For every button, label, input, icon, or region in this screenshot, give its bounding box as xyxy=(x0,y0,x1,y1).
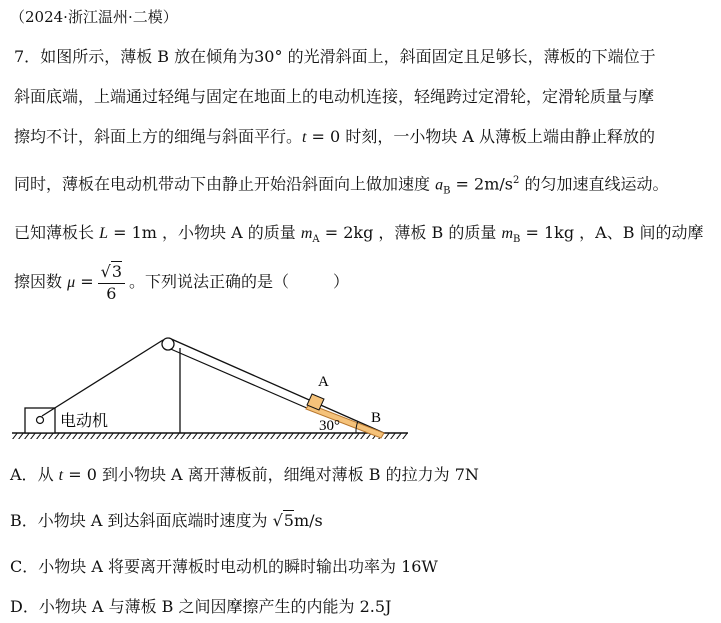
question-line-1: 7．如图所示，薄板 B 放在倾角为30° 的光滑斜面上，斜面固定且足够长，薄板的下端位于 xyxy=(14,47,656,66)
question-number: 7． xyxy=(14,47,41,66)
ground-hatch xyxy=(12,433,408,439)
option-c[interactable]: C．小物块 A 将要离开薄板时电动机的瞬时输出功率为 16W xyxy=(10,557,438,576)
question-line-5: 已知薄板长 L = 1m ，小物块 A 的质量 $m_A = 2kg$ ，薄板 B 的质量 $m_B = 1kg$ ，A、B 间的动摩 xyxy=(14,223,704,246)
incline-diagram xyxy=(0,320,721,450)
question-line-3: 擦均不计，斜面上方的细绳与斜面平行。t = 0 时刻，一小物块 A 从薄板上端由静止释放的 xyxy=(14,127,656,146)
source-tag: （2024·浙江温州·二模） xyxy=(10,8,178,26)
angle-label: 30° xyxy=(319,418,340,434)
motor-shaft-icon xyxy=(37,417,44,424)
option-d[interactable]: D．小物块 A 与薄板 B 之间因摩擦产生的内能为 2.5J xyxy=(10,597,392,616)
question-line-4: 同时，薄板在电动机带动下由静止开始沿斜面向上做加速度 $a_B = 2m/s^2$ 的匀加速直线运动。 xyxy=(14,174,669,197)
incline-surface xyxy=(169,338,384,433)
pulley-icon xyxy=(162,338,174,350)
rope-incline xyxy=(166,347,316,412)
label-a: A xyxy=(318,374,329,390)
question-line-2: 斜面底端，上端通过轻绳与固定在地面上的电动机连接，轻绳跨过定滑轮，定滑轮质量与摩 xyxy=(14,87,655,106)
label-b: B xyxy=(371,410,382,426)
motor-label: 电动机 xyxy=(60,411,109,430)
rope-motor xyxy=(42,340,163,416)
option-b[interactable]: B．小物块 A 到达斜面底端时速度为 √5m/s xyxy=(10,511,323,530)
mu-fraction: $\frac{√3}{6}$ xyxy=(98,261,125,304)
option-a[interactable]: A．从 t = 0 到小物块 A 离开薄板前，细绳对薄板 B 的拉力为 7N xyxy=(10,465,479,484)
question-line-6: 擦因数 μ = $\frac{√3}{6}$ 。下列说法正确的是（ ） xyxy=(14,262,350,303)
